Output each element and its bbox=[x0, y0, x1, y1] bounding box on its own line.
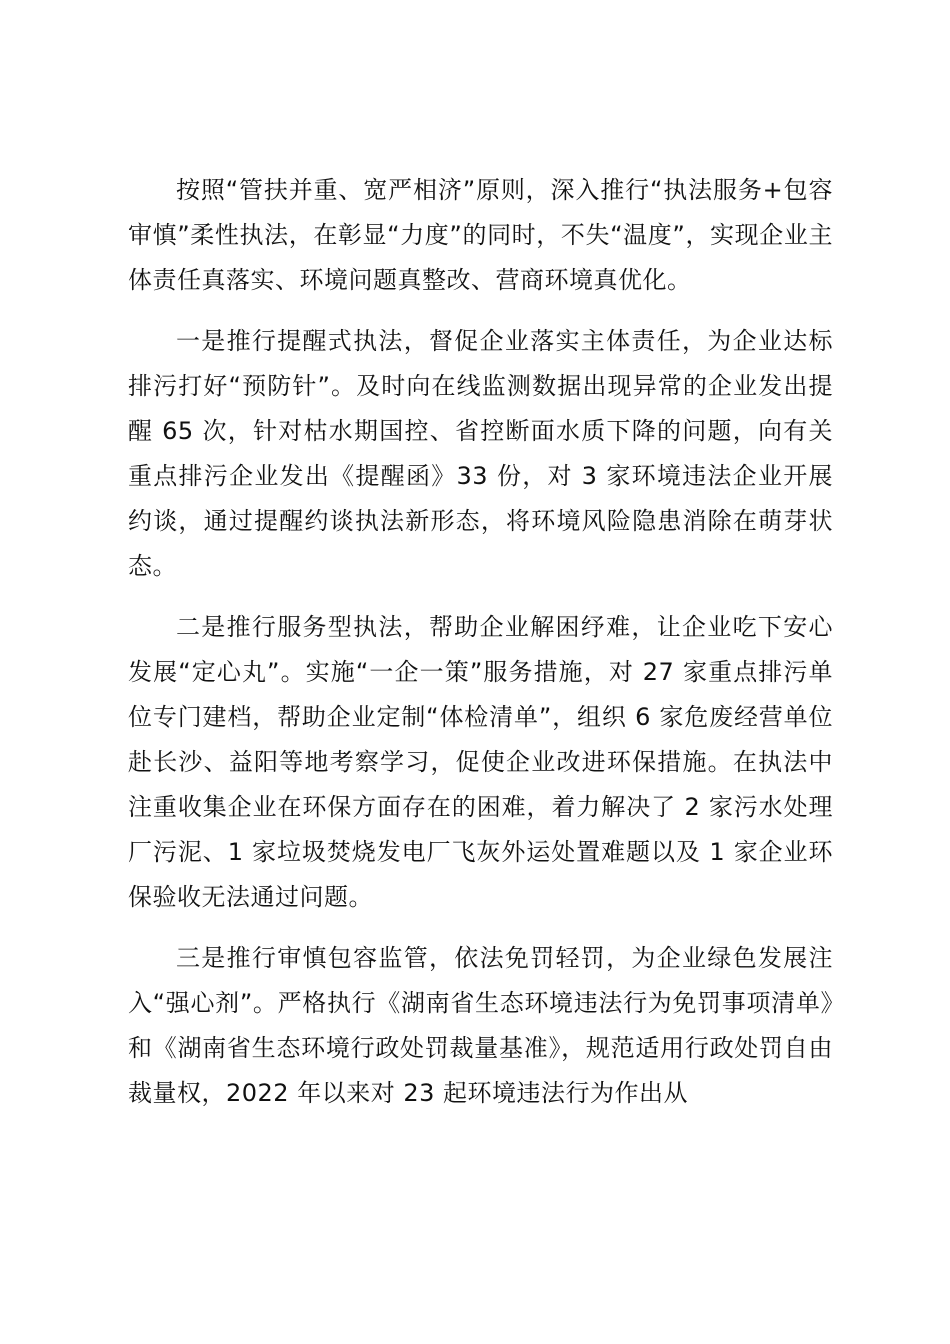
paragraph-service-enforcement: 二是推行服务型执法，帮助企业解困纾难，让企业吃下安心发展“定心丸”。实施“一企一策”服务措施，对 27 家重点排污单位专门建档，帮助企业定制“体检清单”，组织 6 家危废经营单位赴长沙、益阳等地考察学习，促使企业改进环保措施。在执法中注重收集企业在环保方面存在的困难，着力解决了 2 家污水处理厂污泥、1 家垃圾焚烧发电厂飞灰外运处置难题以及 1 家企业环保验收无法通过问题。 bbox=[128, 613, 833, 911]
paragraph-intro: 按照“管扶并重、宽严相济”原则，深入推行“执法服务+包容审慎”柔性执法，在彰显“力度”的同时，不失“温度”，实现企业主体责任真落实、环境问题真整改、营商环境真优化。 bbox=[128, 176, 833, 294]
document-body bbox=[128, 168, 833, 1132]
paragraph-prudent-supervision: 三是推行审慎包容监管，依法免罚轻罚，为企业绿色发展注入“强心剂”。严格执行《湖南省生态环境违法行为免罚事项清单》和《湖南省生态环境行政处罚裁量基准》，规范适用行政处罚自由裁量权，2022 年以来对 23 起环境违法行为作出从 bbox=[128, 944, 833, 1107]
paragraph-reminder-enforcement: 一是推行提醒式执法，督促企业落实主体责任，为企业达标排污打好“预防针”。及时向在线监测数据出现异常的企业发出提醒 65 次，针对枯水期国控、省控断面水质下降的问题，向有关重点排污企业发出《提醒函》33 份，对 3 家环境违法企业开展约谈，通过提醒约谈执法新形态，将环境风险隐患消除在萌芽状态。 bbox=[128, 327, 833, 580]
